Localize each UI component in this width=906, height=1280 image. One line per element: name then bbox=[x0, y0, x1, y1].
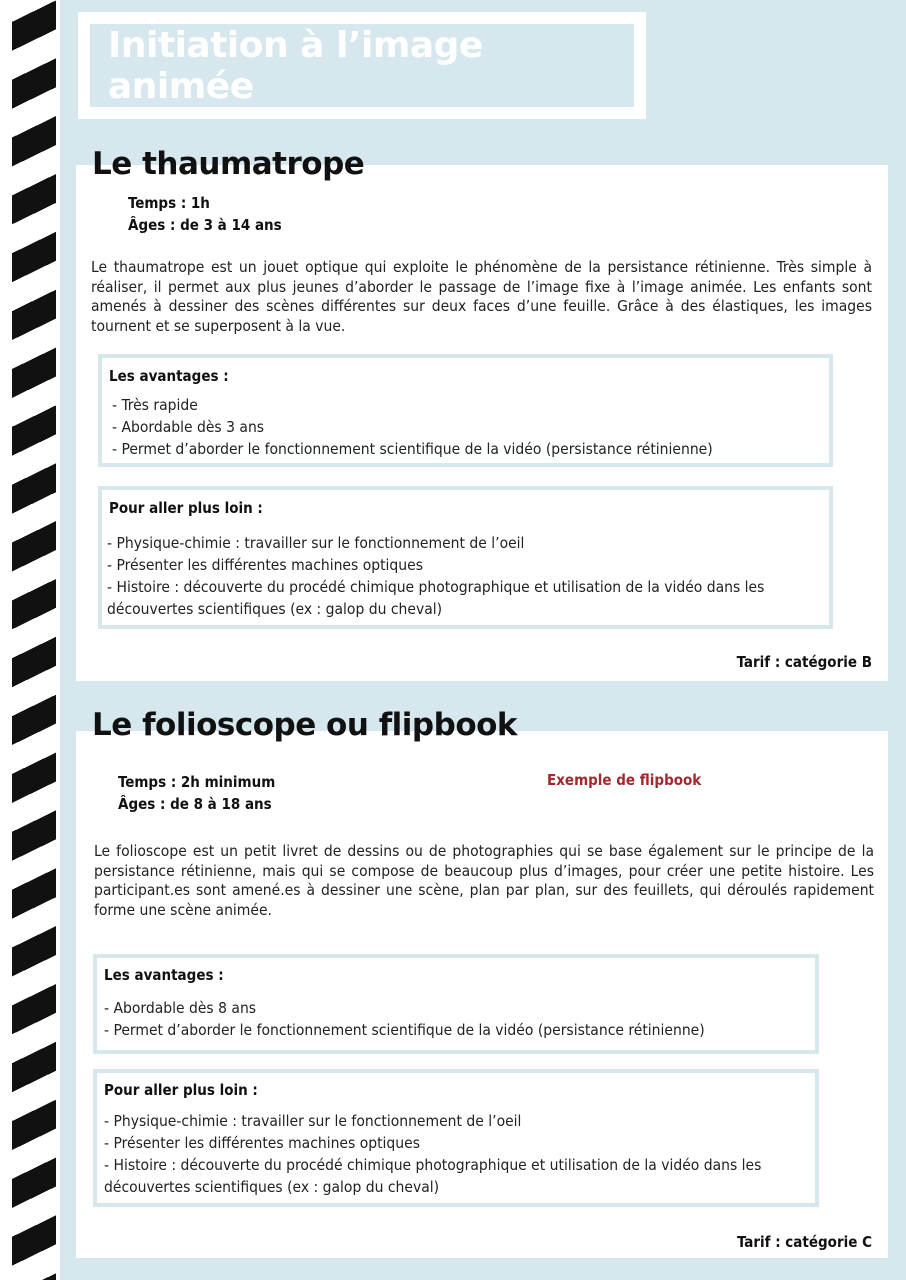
further-box bbox=[93, 1069, 819, 1207]
section-meta bbox=[128, 192, 282, 236]
advantages-title: Les avantages : bbox=[104, 966, 224, 984]
advantages-list bbox=[112, 394, 713, 460]
header-banner bbox=[78, 12, 646, 119]
list-item: - Très rapide bbox=[112, 396, 198, 414]
duration: Temps : 1h bbox=[128, 194, 210, 212]
advantages-list bbox=[104, 997, 705, 1041]
section-description: Le folioscope est un petit livret de dessins ou de photographies qui se base également sur le principe de la persistance rétinienne, mais qui se compose de beaucoup plus d’images, pour créer une petite histoire. Les participant.es sont amené.es à dessiner une scène, plan par plan, sur des feuillets, qui déroulés rapidement forme une scène animée. bbox=[94, 842, 874, 919]
header-banner-inner bbox=[90, 24, 634, 107]
list-item: - Histoire : découverte du procédé chimique photographique et utilisation de la vidéo dans les découvertes scientifiques (ex : galop du cheval) bbox=[104, 1156, 762, 1196]
ages: Âges : de 3 à 14 ans bbox=[128, 216, 282, 234]
list-item: - Permet d’aborder le fonctionnement scientifique de la vidéo (persistance rétinienne) bbox=[112, 440, 713, 458]
tarif: Tarif : catégorie B bbox=[736, 653, 872, 671]
page-title: Initiation à l’image animée bbox=[108, 24, 483, 107]
list-item: - Abordable dès 8 ans bbox=[104, 999, 257, 1017]
advantages-title: Les avantages : bbox=[109, 367, 229, 385]
section-folioscope bbox=[76, 731, 888, 1258]
section-description: Le thaumatrope est un jouet optique qui exploite le phénomène de la persistance rétinienne. Très simple à réaliser, il permet aux plus jeunes d’aborder le passage de l’image fixe à l’image animée. Les enfants sont amenés à dessiner des scènes différentes sur deux faces d’une feuille. Grâce à des élastiques, les images tournent et se superposent à la vue. bbox=[91, 258, 872, 335]
advantages-box bbox=[93, 954, 819, 1054]
further-title: Pour aller plus loin : bbox=[109, 499, 263, 517]
list-item: - Présenter les différentes machines optiques bbox=[107, 556, 423, 574]
further-box bbox=[98, 486, 833, 629]
list-item: - Physique-chimie : travailler sur le fonctionnement de l’oeil bbox=[107, 534, 525, 552]
list-item: - Histoire : découverte du procédé chimique photographique et utilisation de la vidéo dans les découvertes scientifiques (ex : galop du cheval) bbox=[107, 578, 765, 618]
section-thaumatrope bbox=[76, 165, 888, 681]
list-item: - Permet d’aborder le fonctionnement scientifique de la vidéo (persistance rétinienne) bbox=[104, 1021, 705, 1039]
striped-border bbox=[0, 0, 60, 1280]
section-title: Le folioscope ou flipbook bbox=[92, 707, 518, 743]
flipbook-example-label: Exemple de flipbook bbox=[547, 771, 702, 789]
advantages-box bbox=[98, 354, 833, 467]
stripe-pattern bbox=[12, 0, 56, 1280]
tarif: Tarif : catégorie C bbox=[737, 1233, 872, 1251]
section-title: Le thaumatrope bbox=[92, 146, 365, 182]
page-margin bbox=[60, 0, 76, 1280]
ages: Âges : de 8 à 18 ans bbox=[118, 795, 272, 813]
section-meta bbox=[118, 771, 275, 815]
further-title: Pour aller plus loin : bbox=[104, 1081, 258, 1099]
duration: Temps : 2h minimum bbox=[118, 773, 276, 791]
further-list bbox=[104, 1110, 804, 1198]
further-list bbox=[107, 532, 807, 620]
list-item: - Présenter les différentes machines optiques bbox=[104, 1134, 420, 1152]
list-item: - Abordable dès 3 ans bbox=[112, 418, 265, 436]
list-item: - Physique-chimie : travailler sur le fonctionnement de l’oeil bbox=[104, 1112, 522, 1130]
